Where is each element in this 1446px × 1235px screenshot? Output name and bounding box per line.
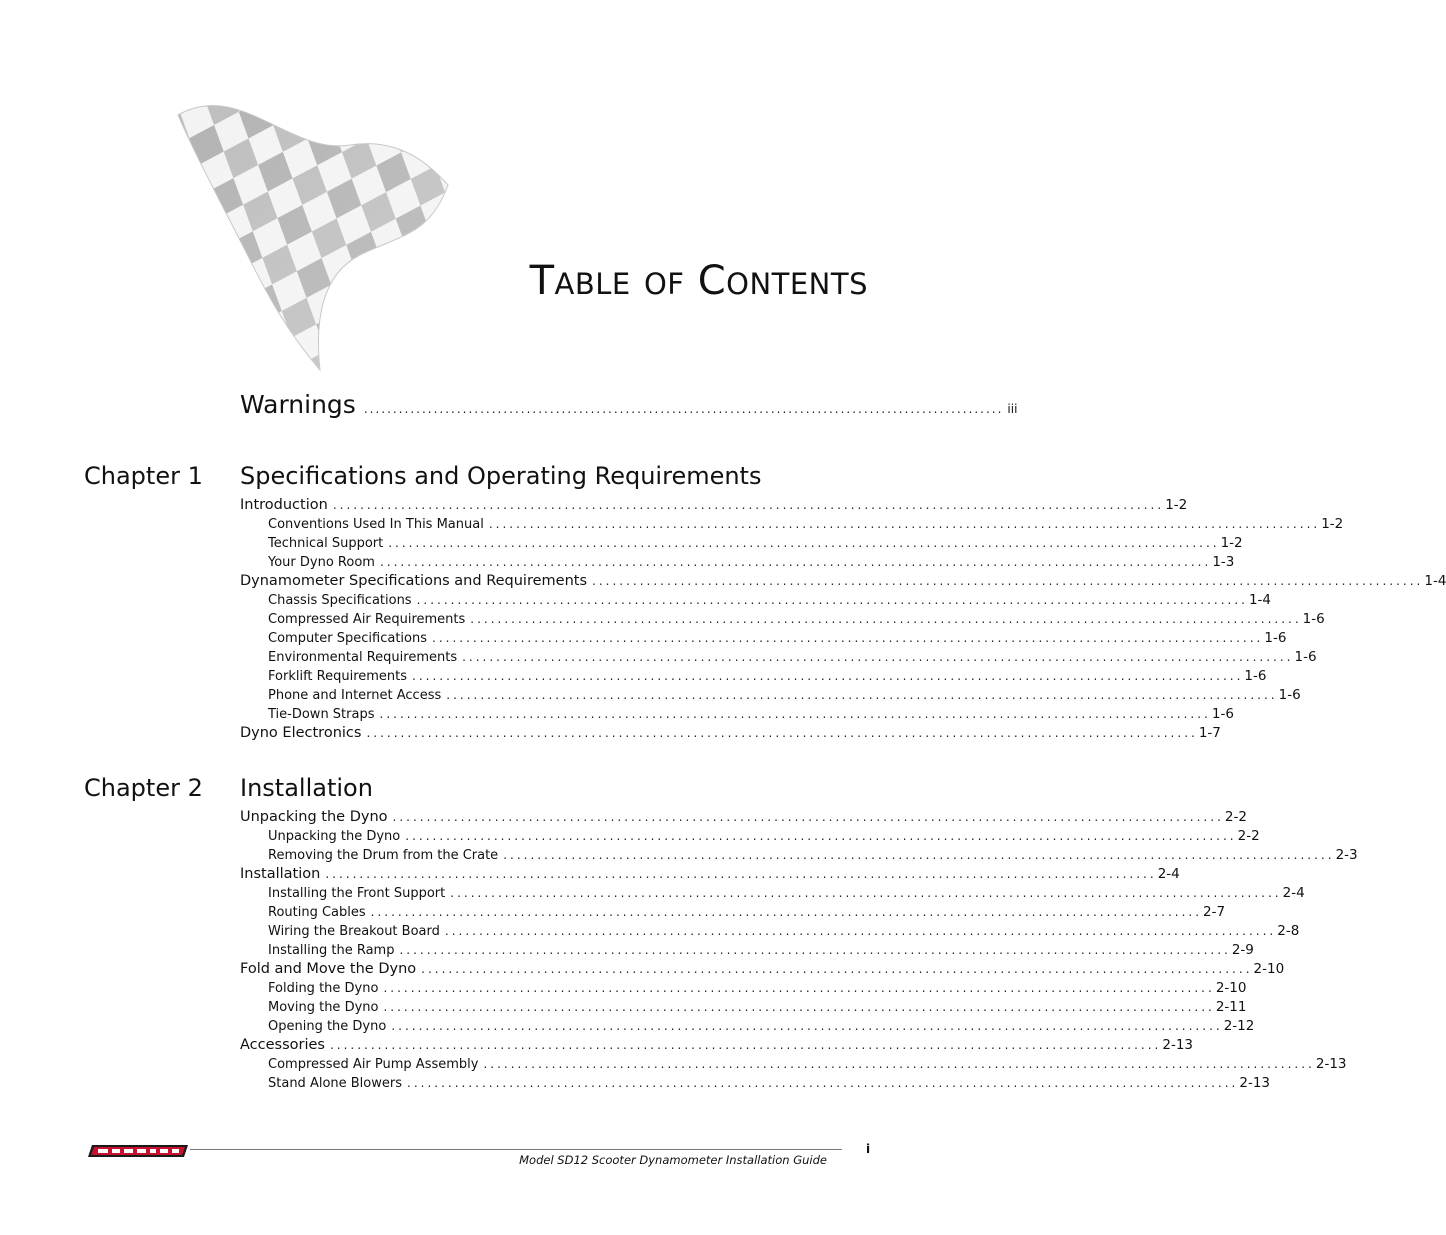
chapter-number: Chapter 1 (84, 462, 203, 490)
page-number: 2-12 (1223, 1018, 1255, 1034)
dot-leader: .......................................................................................................................... (450, 886, 1282, 900)
entry-title: Dynamometer Specifications and Requirements (240, 573, 587, 589)
dot-leader: .......................................................................................................................... (432, 631, 1264, 645)
toc-entry[interactable] (240, 1037, 1193, 1056)
toc-subentry[interactable] (240, 999, 1247, 1018)
entry-title: Computer Specifications (268, 631, 427, 646)
entry-title: Installing the Ramp (268, 943, 395, 958)
page-number: 1-7 (1198, 725, 1221, 741)
chapter-section (84, 462, 1446, 744)
page-number: 2-11 (1215, 999, 1247, 1015)
page-number: 1-3 (1212, 554, 1235, 570)
dot-leader: .......................................................................................................................... (366, 726, 1198, 740)
dot-leader: .......................................................................................................................... (391, 1019, 1223, 1033)
dot-leader: .......................................................................................................................... (407, 1076, 1239, 1090)
chapter-title: Specifications and Operating Requirements (240, 462, 762, 490)
toc-subentry[interactable] (240, 687, 1301, 706)
entry-title: Accessories (240, 1037, 325, 1053)
dot-leader: .......................................................................................................................... (503, 848, 1335, 862)
toc-entry[interactable] (240, 725, 1221, 744)
page-number: 1-6 (1244, 668, 1267, 684)
entry-title: Technical Support (268, 536, 384, 551)
page-number: iii (1007, 402, 1018, 416)
entry-title: Phone and Internet Access (268, 688, 442, 703)
dynojet-logo (88, 1143, 190, 1159)
dot-leader: .......................................................................................................................... (483, 1057, 1315, 1071)
checkered-flag-icon (170, 85, 470, 385)
page-number: 1-4 (1248, 592, 1272, 608)
toc-subentry[interactable] (240, 516, 1344, 535)
dot-leader: .......................................................................................................................... (399, 943, 1231, 957)
toc-subentry[interactable] (240, 649, 1317, 668)
chapter-heading (84, 462, 808, 496)
page-title (530, 258, 868, 304)
footer-guide-title: Model SD12 Scooter Dynamometer Installation Guide (519, 1153, 827, 1167)
toc-entries (240, 809, 1358, 1094)
toc-subentry[interactable] (240, 1018, 1255, 1037)
entry-title: Fold and Move the Dyno (240, 961, 417, 977)
dot-leader: .......................................................................................................................... (379, 555, 1212, 569)
toc-subentry[interactable] (240, 847, 1358, 866)
toc-warnings-entry[interactable] (240, 390, 1018, 419)
entry-title: Compressed Air Requirements (268, 612, 466, 627)
dot-leader: .......................................................................................................................... (370, 905, 1203, 919)
page-number: 1-6 (1278, 687, 1301, 703)
page-number: 2-2 (1224, 809, 1247, 825)
toc-subentry[interactable] (240, 980, 1247, 999)
title-initial: T (529, 258, 555, 304)
dot-leader: .......................................................................................................................... (392, 810, 1224, 824)
toc-entry[interactable] (240, 497, 1188, 516)
toc-subentry[interactable] (240, 1056, 1347, 1075)
page-number: 2-3 (1335, 847, 1358, 863)
warnings-label: Warnings (240, 390, 356, 419)
entry-title: Stand Alone Blowers (268, 1076, 402, 1091)
entry-title: Wiring the Breakout Board (268, 924, 440, 939)
toc-subentry[interactable] (240, 1075, 1271, 1094)
page-number: 2-2 (1237, 828, 1260, 844)
footer-rule (190, 1149, 842, 1150)
dot-leader: .......................................................................................................................... (412, 669, 1244, 683)
dot-leader: .......................................................................................................................... (470, 612, 1302, 626)
entry-title: Folding the Dyno (268, 981, 379, 996)
toc-subentry[interactable] (240, 668, 1267, 687)
dot-leader: .......................................................................................................................... (379, 707, 1211, 721)
chapter-title: Installation (240, 774, 373, 802)
page-number: 2-4 (1282, 885, 1305, 901)
page-number: 2-7 (1203, 904, 1226, 920)
page-number: 1-6 (1264, 630, 1287, 646)
toc-subentry[interactable] (240, 904, 1226, 923)
entry-title: Installation (240, 866, 321, 882)
dot-leader: .......................................................................................................................... (325, 867, 1157, 881)
dot-leader: .......................................................................................................................... (592, 574, 1424, 588)
entry-title: Dyno Electronics (240, 725, 362, 741)
chapter-heading (84, 774, 808, 808)
dot-leader: .......................................................................................................................... (462, 650, 1294, 664)
entry-title: Chassis Specifications (268, 593, 412, 608)
chapter-section (84, 774, 1358, 1094)
toc-entry[interactable] (240, 961, 1285, 980)
toc-entry[interactable] (240, 573, 1446, 592)
entry-title: Introduction (240, 497, 328, 513)
dot-leader: .......................................................................................................................... (416, 593, 1248, 607)
entry-title: Compressed Air Pump Assembly (268, 1057, 479, 1072)
page-number: 2-13 (1315, 1056, 1347, 1072)
dot-leader: .......................................................................................................................... (488, 517, 1321, 531)
entry-title: Moving the Dyno (268, 1000, 379, 1015)
entry-title: Unpacking the Dyno (268, 829, 401, 844)
title-part: ABLE (554, 267, 631, 301)
entry-title: Forklift Requirements (268, 669, 408, 684)
toc-subentry[interactable] (240, 828, 1260, 847)
page-number: 1-2 (1321, 516, 1344, 532)
dot-leader: .......................................................................................................................... (388, 536, 1220, 550)
entry-title: Removing the Drum from the Crate (268, 848, 499, 863)
toc-subentry[interactable] (240, 942, 1254, 961)
page-number: 2-10 (1215, 980, 1247, 996)
entry-title: Routing Cables (268, 905, 366, 920)
entry-title: Conventions Used In This Manual (268, 517, 484, 532)
toc-entry[interactable] (240, 866, 1180, 885)
dot-leader: .............................................................................................................. (363, 402, 1004, 416)
dot-leader: .......................................................................................................................... (383, 1000, 1215, 1014)
dot-leader: .......................................................................................................................... (329, 1038, 1162, 1052)
page-number: 1-6 (1294, 649, 1317, 665)
toc-entry[interactable] (240, 809, 1247, 828)
page-number: 1-6 (1302, 611, 1325, 627)
page-number: 2-8 (1277, 923, 1300, 939)
dot-leader: .......................................................................................................................... (444, 924, 1277, 938)
toc-subentry[interactable] (240, 554, 1235, 573)
toc-subentry[interactable] (240, 885, 1305, 904)
entry-title: Installing the Front Support (268, 886, 446, 901)
dot-leader: .......................................................................................................................... (383, 981, 1215, 995)
entry-title: Your Dyno Room (268, 555, 375, 570)
page-number: 2-13 (1239, 1075, 1271, 1091)
toc-subentry[interactable] (240, 592, 1272, 611)
dot-leader: .......................................................................................................................... (332, 498, 1165, 512)
toc-subentry[interactable] (240, 630, 1287, 649)
toc-subentry[interactable] (240, 706, 1234, 725)
dot-leader: .......................................................................................................................... (421, 962, 1253, 976)
footer-page-number: i (866, 1142, 871, 1156)
chapter-number: Chapter 2 (84, 774, 203, 802)
toc-subentry[interactable] (240, 535, 1243, 554)
dot-leader: .......................................................................................................................... (446, 688, 1278, 702)
page-number: 2-4 (1157, 866, 1180, 882)
entry-title: Environmental Requirements (268, 650, 458, 665)
page-number: 2-9 (1231, 942, 1254, 958)
toc-entries (240, 497, 1446, 744)
entry-title: Unpacking the Dyno (240, 809, 388, 825)
title-part: OF (643, 267, 685, 301)
page-number: 1-4 (1424, 573, 1446, 589)
dot-leader: .......................................................................................................................... (405, 829, 1237, 843)
entry-title: Tie-Down Straps (268, 707, 375, 722)
page-number: 1-2 (1165, 497, 1188, 513)
page-number: 2-10 (1253, 961, 1285, 977)
title-part: ONTENTS (726, 267, 868, 301)
page-number: 1-2 (1220, 535, 1243, 551)
page-number: 1-6 (1211, 706, 1234, 722)
entry-title: Opening the Dyno (268, 1019, 387, 1034)
title-initial: C (697, 258, 727, 304)
toc-subentry[interactable] (240, 923, 1300, 942)
toc-subentry[interactable] (240, 611, 1325, 630)
page-number: 2-13 (1162, 1037, 1193, 1053)
